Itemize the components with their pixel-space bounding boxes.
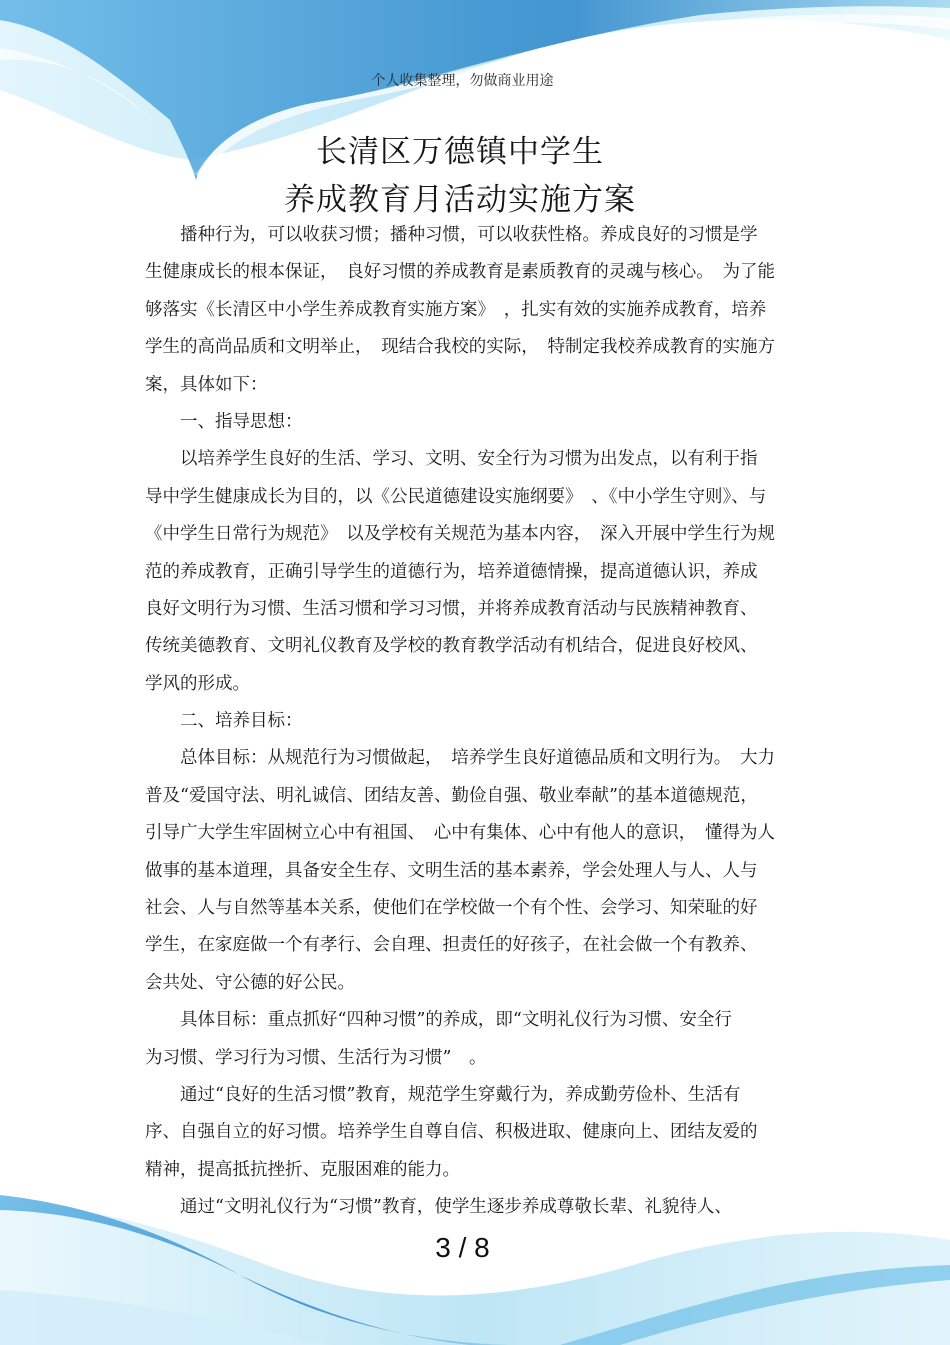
body-line: 传统美德教育、文明礼仪教育及学校的教育教学活动有机结合，促进良好校风、 xyxy=(145,636,758,657)
body-line: 社会、人与自然等基本关系，使他们在学校做一个有个性、会学习、知荣耻的好 xyxy=(145,898,758,919)
body-line: 精神，提高抵抗挫折、克服困难的能力。 xyxy=(145,1159,460,1180)
watermark-note: 个人收集整理，勿做商业用途 xyxy=(371,73,554,89)
body-line: 良好文明行为习惯、生活习惯和学习习惯，并将养成教育活动与民族精神教育、 xyxy=(145,598,758,619)
page-number: 3 / 8 xyxy=(435,1232,490,1263)
body-line: 够落实《长清区中小学生养成教育实施方案》 ，扎实有效的实施养成教育，培养 xyxy=(145,299,767,320)
body-line: 学生，在家庭做一个有孝行、会自理、担责任的好孩子，在社会做一个有教养、 xyxy=(145,935,758,956)
body-line: 学生的高尚品质和文明举止， 现结合我校的实际， 特制定我校养成教育的实施方 xyxy=(145,337,775,358)
body-line: 序、自强自立的好习惯。培养学生自尊自信、积极进取、健康向上、团结友爱的 xyxy=(145,1122,758,1143)
body-line: 学风的形成。 xyxy=(145,673,250,694)
body-line: 普及“爱国守法、明礼诚信、团结友善、勤俭自强、敬业奉献”的基本道德规范， xyxy=(145,785,758,806)
body-line: 通过“良好的生活习惯”教育，规范学生穿戴行为，养成勤劳俭朴、生活有 xyxy=(145,1084,741,1105)
body-line: 通过“文明礼仪行为“习惯”教育，使学生逐步养成尊敬长辈、礼貌待人、 xyxy=(145,1197,732,1218)
document-title-line-1: 长清区万德镇中学生 xyxy=(316,134,604,170)
body-line: 做事的基本道理，具备安全生存、文明生活的基本素养，学会处理人与人、人与 xyxy=(145,860,758,881)
body-line: 生健康成长的根本保证， 良好习惯的养成教育是素质教育的灵魂与核心。 为了能 xyxy=(145,262,775,283)
body-line: 总体目标：从规范行为习惯做起， 培养学生良好道德品质和文明行为。 大力 xyxy=(145,748,775,769)
body-line: 引导广大学生牢固树立心中有祖国、 心中有集体、心中有他人的意识， 懂得为人 xyxy=(145,823,775,844)
body-line: 为习惯、学习行为习惯、生活行为习惯” 。 xyxy=(145,1047,487,1068)
document-title-line-2: 养成教育月活动实施方案 xyxy=(284,182,636,218)
body-line: 范的养成教育，正确引导学生的道德行为，培养道德情操，提高道德认识，养成 xyxy=(145,561,758,582)
body-line: 以培养学生良好的生活、学习、文明、安全行为习惯为出发点，以有利于指 xyxy=(145,449,758,470)
section-heading: 一、指导思想： xyxy=(145,411,303,432)
body-line: 播种行为，可以收获习惯；播种习惯，可以收获性格。养成良好的习惯是学 xyxy=(145,225,758,245)
body-line: 案，具体如下： xyxy=(145,374,268,395)
body-line: 导中学生健康成长为目的，以《公民道德建设实施纲要》 、《中小学生守则》、与 xyxy=(145,486,767,507)
document-body xyxy=(145,217,805,1227)
section-heading: 二、培养目标： xyxy=(145,711,303,732)
body-line: 《中学生日常行为规范》 以及学校有关规范为基本内容， 深入开展中学生行为规 xyxy=(145,524,775,545)
body-line: 具体目标：重点抓好“四种习惯”的养成，即“文明礼仪行为习惯、安全行 xyxy=(145,1010,732,1031)
body-line: 会共处、守公德的好公民。 xyxy=(145,972,355,993)
